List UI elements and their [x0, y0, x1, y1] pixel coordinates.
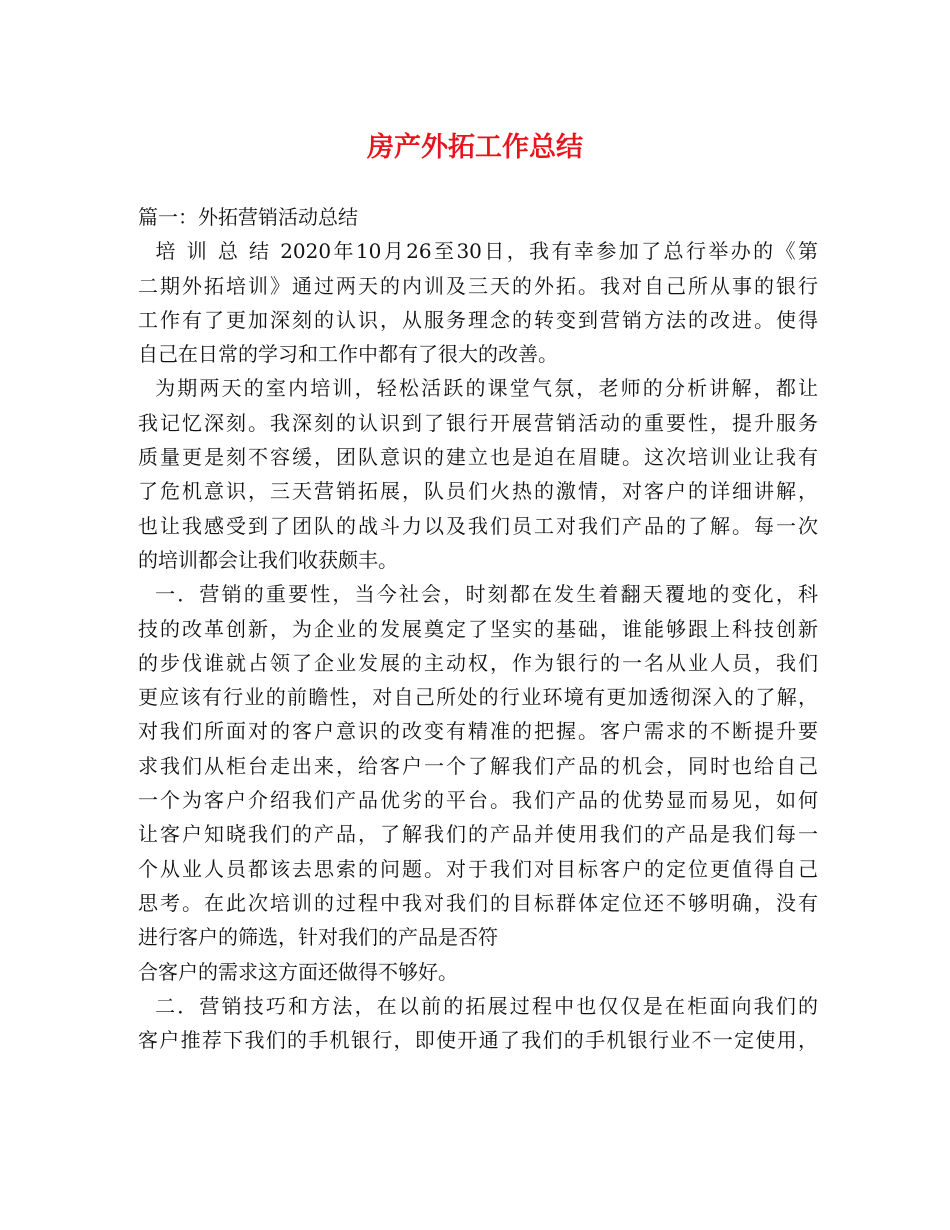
text-line: 也让我感受到了团队的战斗力以及我们员工对我们产品的了解。每一次: [138, 513, 818, 538]
text-line: 一．营销的重要性，当今社会，时刻都在发生着翻天覆地的变化，科: [138, 582, 819, 607]
text-line: 培 训 总 结 2020年10月26至30日，我有幸参加了总行举办的《第: [138, 239, 818, 264]
text-line: 技的改革创新，为企业的发展奠定了坚实的基础，谁能够跟上科技创新: [138, 616, 818, 641]
text-line: 自己在日常的学习和工作中都有了很大的改善。: [138, 342, 558, 367]
text-line: 让客户知晓我们的产品，了解我们的产品并使用我们的产品是我们每一: [138, 822, 818, 847]
text-line: 了危机意识，三天营销拓展，队员们火热的激情，对客户的详细讲解，: [138, 479, 818, 504]
text-line: 篇一：外拓营销活动总结: [138, 205, 358, 229]
text-line: 的步伐谁就占领了企业发展的主动权，作为银行的一名从业人员，我们: [138, 650, 818, 675]
text-line: 更应该有行业的前瞻性，对自己所处的行业环境有更加透彻深入的了解，: [138, 685, 818, 710]
text-line: 质量更是刻不容缓，团队意识的建立也是迫在眉睫。这次培训业让我有: [138, 445, 818, 470]
text-line: 二．营销技巧和方法，在以前的拓展过程中也仅仅是在柜面向我们的: [138, 993, 819, 1018]
text-line: 进行客户的筛选，针对我们的产品是否符: [138, 925, 498, 950]
text-line: 思考。在此次培训的过程中我对我们的目标群体定位还不够明确，没有: [138, 890, 818, 915]
text-line: 合客户的需求这方面还做得不够好。: [138, 959, 458, 984]
text-line: 客户推荐下我们的手机银行，即使开通了我们的手机银行业不一定使用，: [138, 1028, 818, 1053]
document-title: 房产外拓工作总结: [367, 132, 583, 163]
text-line: 为期两天的室内培训，轻松活跃的课堂气氛，老师的分析讲解，都让: [138, 376, 819, 401]
text-line: 的培训都会让我们收获颇丰。: [138, 547, 398, 572]
text-line: 二期外拓培训》通过两天的内训及三天的外拓。我对自己所从事的银行: [138, 273, 818, 298]
text-line: 一个为客户介绍我们产品优劣的平台。我们产品的优势显而易见，如何: [138, 788, 818, 813]
text-line: 求我们从柜台走出来，给客户一个了解我们产品的机会，同时也给自己: [138, 753, 818, 778]
text-line: 对我们所面对的客户意识的改变有精准的把握。客户需求的不断提升要: [138, 719, 818, 744]
text-line: 我记忆深刻。我深刻的认识到了银行开展营销活动的重要性，提升服务: [138, 410, 818, 435]
document-body: [138, 200, 818, 1057]
text-line: 个从业人员都该去思索的问题。对于我们对目标客户的定位更值得自己: [138, 856, 818, 881]
text-line: 工作有了更加深刻的认识，从服务理念的转变到营销方法的改进。使得: [138, 307, 818, 332]
